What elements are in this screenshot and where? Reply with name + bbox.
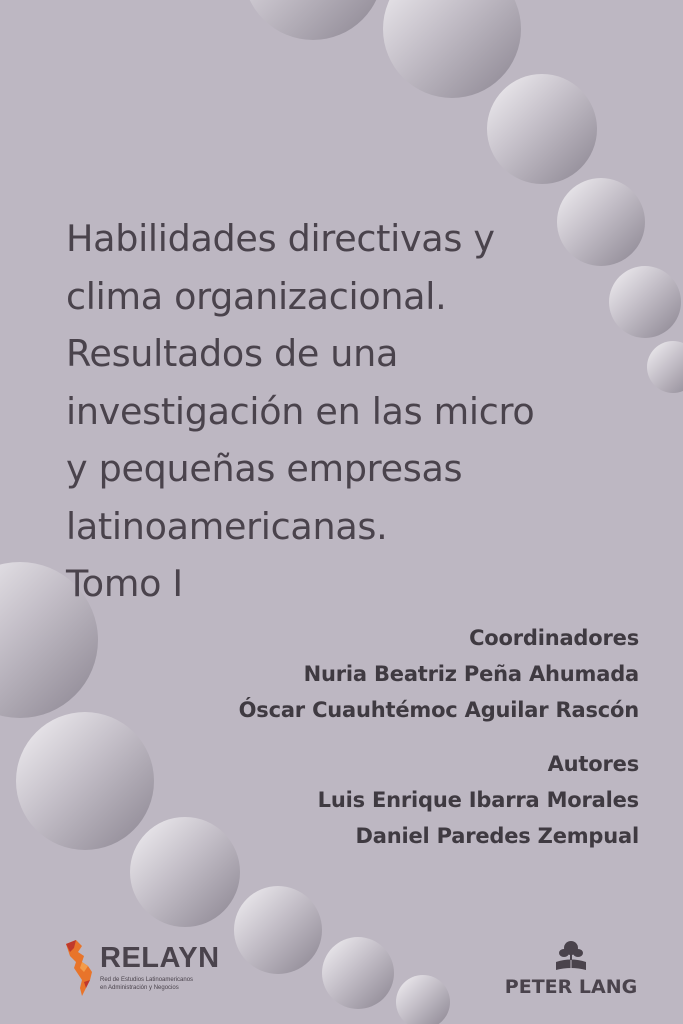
title-line: investigación en las micro <box>66 389 535 433</box>
relayn-name: RELAYN <box>100 942 220 974</box>
title-line: Habilidades directivas y <box>66 217 495 260</box>
tree-book-icon <box>553 940 589 974</box>
title-line: latinoamericanas. <box>66 504 388 548</box>
decorative-circle <box>322 937 394 1009</box>
title-line: Resultados de una <box>66 332 399 375</box>
publisher-name: PETER LANG <box>504 976 638 998</box>
relayn-logo <box>62 938 252 1000</box>
decorative-circle <box>396 975 450 1024</box>
title-line: y pequeñas empresas <box>66 447 463 490</box>
author-name: Luis Enrique Ibarra Morales <box>317 788 639 812</box>
publisher-logo <box>500 940 642 1004</box>
decorative-circle <box>383 0 521 98</box>
americas-map-icon <box>62 938 102 1000</box>
coordinator-name: Óscar Cuauhtémoc Aguilar Rascón <box>238 698 639 722</box>
decorative-circle <box>130 817 240 927</box>
coordinator-name: Nuria Beatriz Peña Ahumada <box>303 662 639 686</box>
relayn-subtitle <box>100 976 193 992</box>
coordinators-block <box>239 620 639 728</box>
relayn-subtitle-line: en Administración y Negocios <box>100 985 179 991</box>
book-title <box>66 210 626 613</box>
authors-block <box>239 746 639 854</box>
decorative-circle <box>243 0 383 40</box>
author-name: Daniel Paredes Zempual <box>355 824 639 848</box>
decorative-circle <box>647 341 683 393</box>
decorative-circle <box>487 74 597 184</box>
credits <box>239 620 639 872</box>
title-line: clima organizacional. <box>66 274 447 318</box>
decorative-circle <box>16 712 154 850</box>
title-line: Tomo I <box>66 562 183 605</box>
relayn-subtitle-line: Red de Estudios Latinoamericanos <box>100 977 194 983</box>
authors-heading: Autores <box>547 752 639 776</box>
coordinators-heading: Coordinadores <box>469 626 639 650</box>
